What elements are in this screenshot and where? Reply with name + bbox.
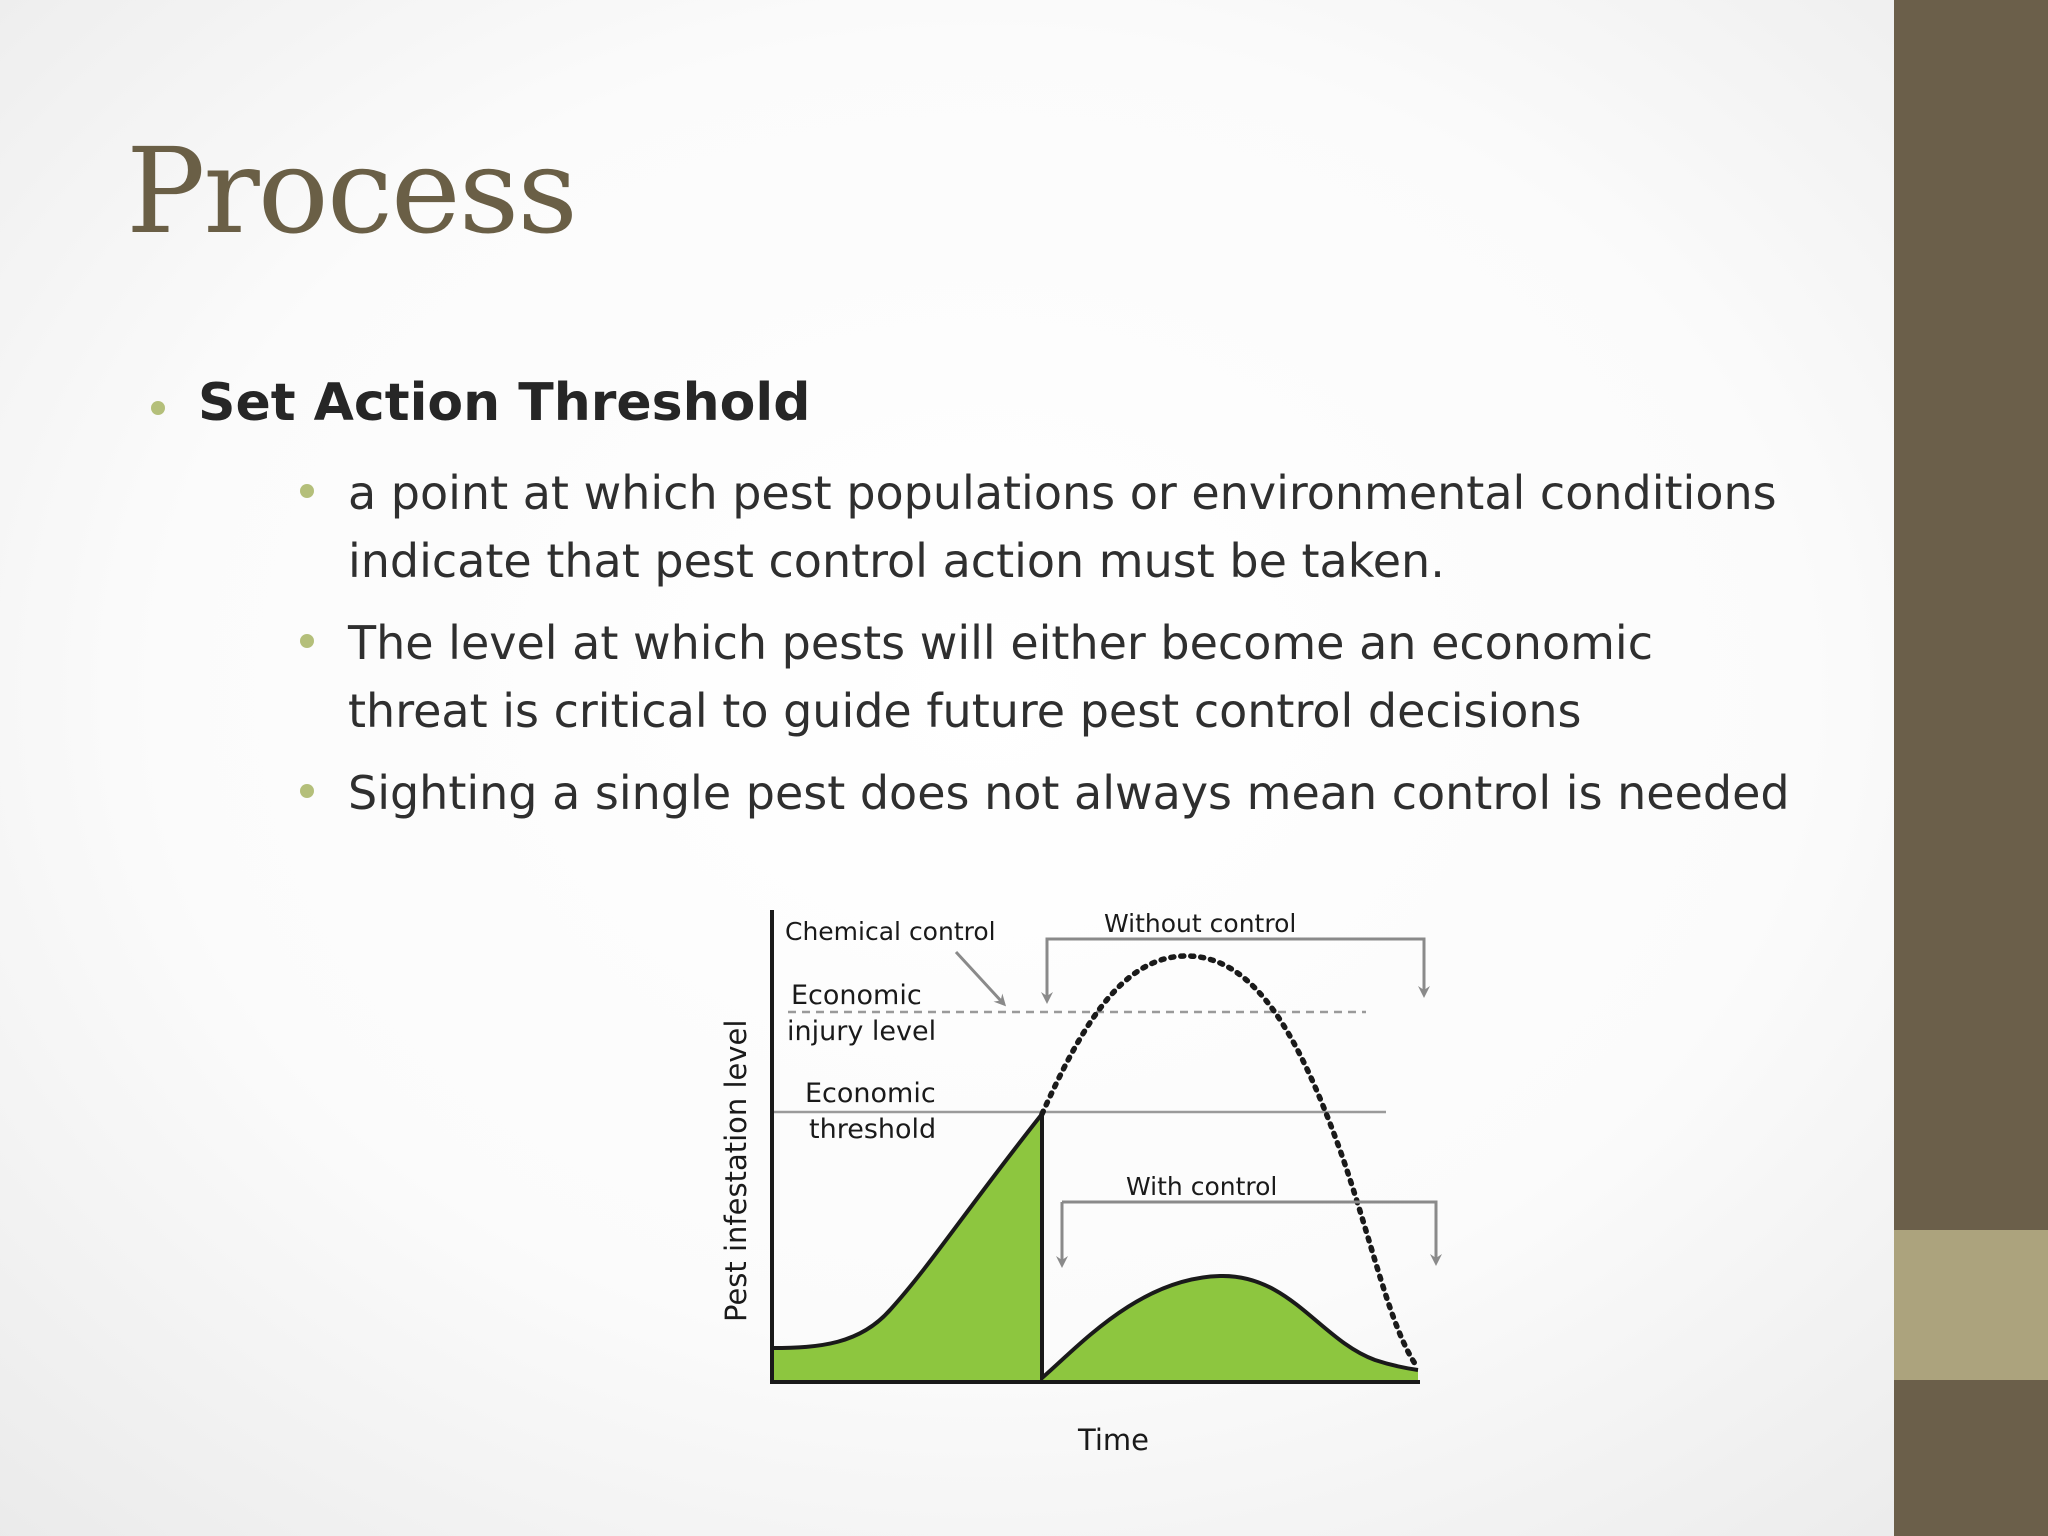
- x-axis-label: Time: [1078, 1423, 1149, 1457]
- sub-bullet-2-line-2: threat is critical to guide future pest control decisions: [348, 684, 1582, 738]
- sub-bullet-marker: [300, 484, 314, 498]
- bullet-heading: Set Action Threshold: [198, 373, 811, 433]
- economic-threshold-label-line-2: threshold: [809, 1114, 937, 1145]
- with-control-label: With control: [1126, 1172, 1278, 1201]
- y-axis-label: Pest infestation level: [719, 1019, 753, 1322]
- economic-threshold-label-line-1: Economic: [805, 1078, 936, 1109]
- slide-title: Process: [126, 122, 576, 260]
- with-control-bracket: [1062, 1202, 1436, 1260]
- decorative-sidebar-accent: [1894, 1230, 2048, 1380]
- sub-bullet-3-line-1: Sighting a single pest does not always mean control is needed: [348, 766, 1790, 820]
- chemical-control-arrow: [956, 952, 1002, 1002]
- bullet-marker: [151, 401, 165, 415]
- pest-threshold-diagram: [700, 890, 1460, 1470]
- sub-bullet-1-line-1: a point at which pest populations or environmental conditions: [348, 466, 1777, 520]
- sub-bullet-marker: [300, 784, 314, 798]
- sub-bullet-1-line-2: indicate that pest control action must be taken.: [348, 534, 1445, 588]
- economic-injury-level-label-line-2: injury level: [787, 1016, 937, 1047]
- sub-bullet-marker: [300, 634, 314, 648]
- sub-bullet-2-line-1: The level at which pests will either become an economic: [348, 616, 1653, 670]
- chemical-control-label: Chemical control: [785, 917, 996, 946]
- pest-population-area-before-control: [772, 1114, 1042, 1382]
- economic-injury-level-label-line-1: Economic: [791, 980, 922, 1011]
- without-control-label: Without control: [1104, 909, 1297, 938]
- without-control-bracket: [1047, 939, 1424, 998]
